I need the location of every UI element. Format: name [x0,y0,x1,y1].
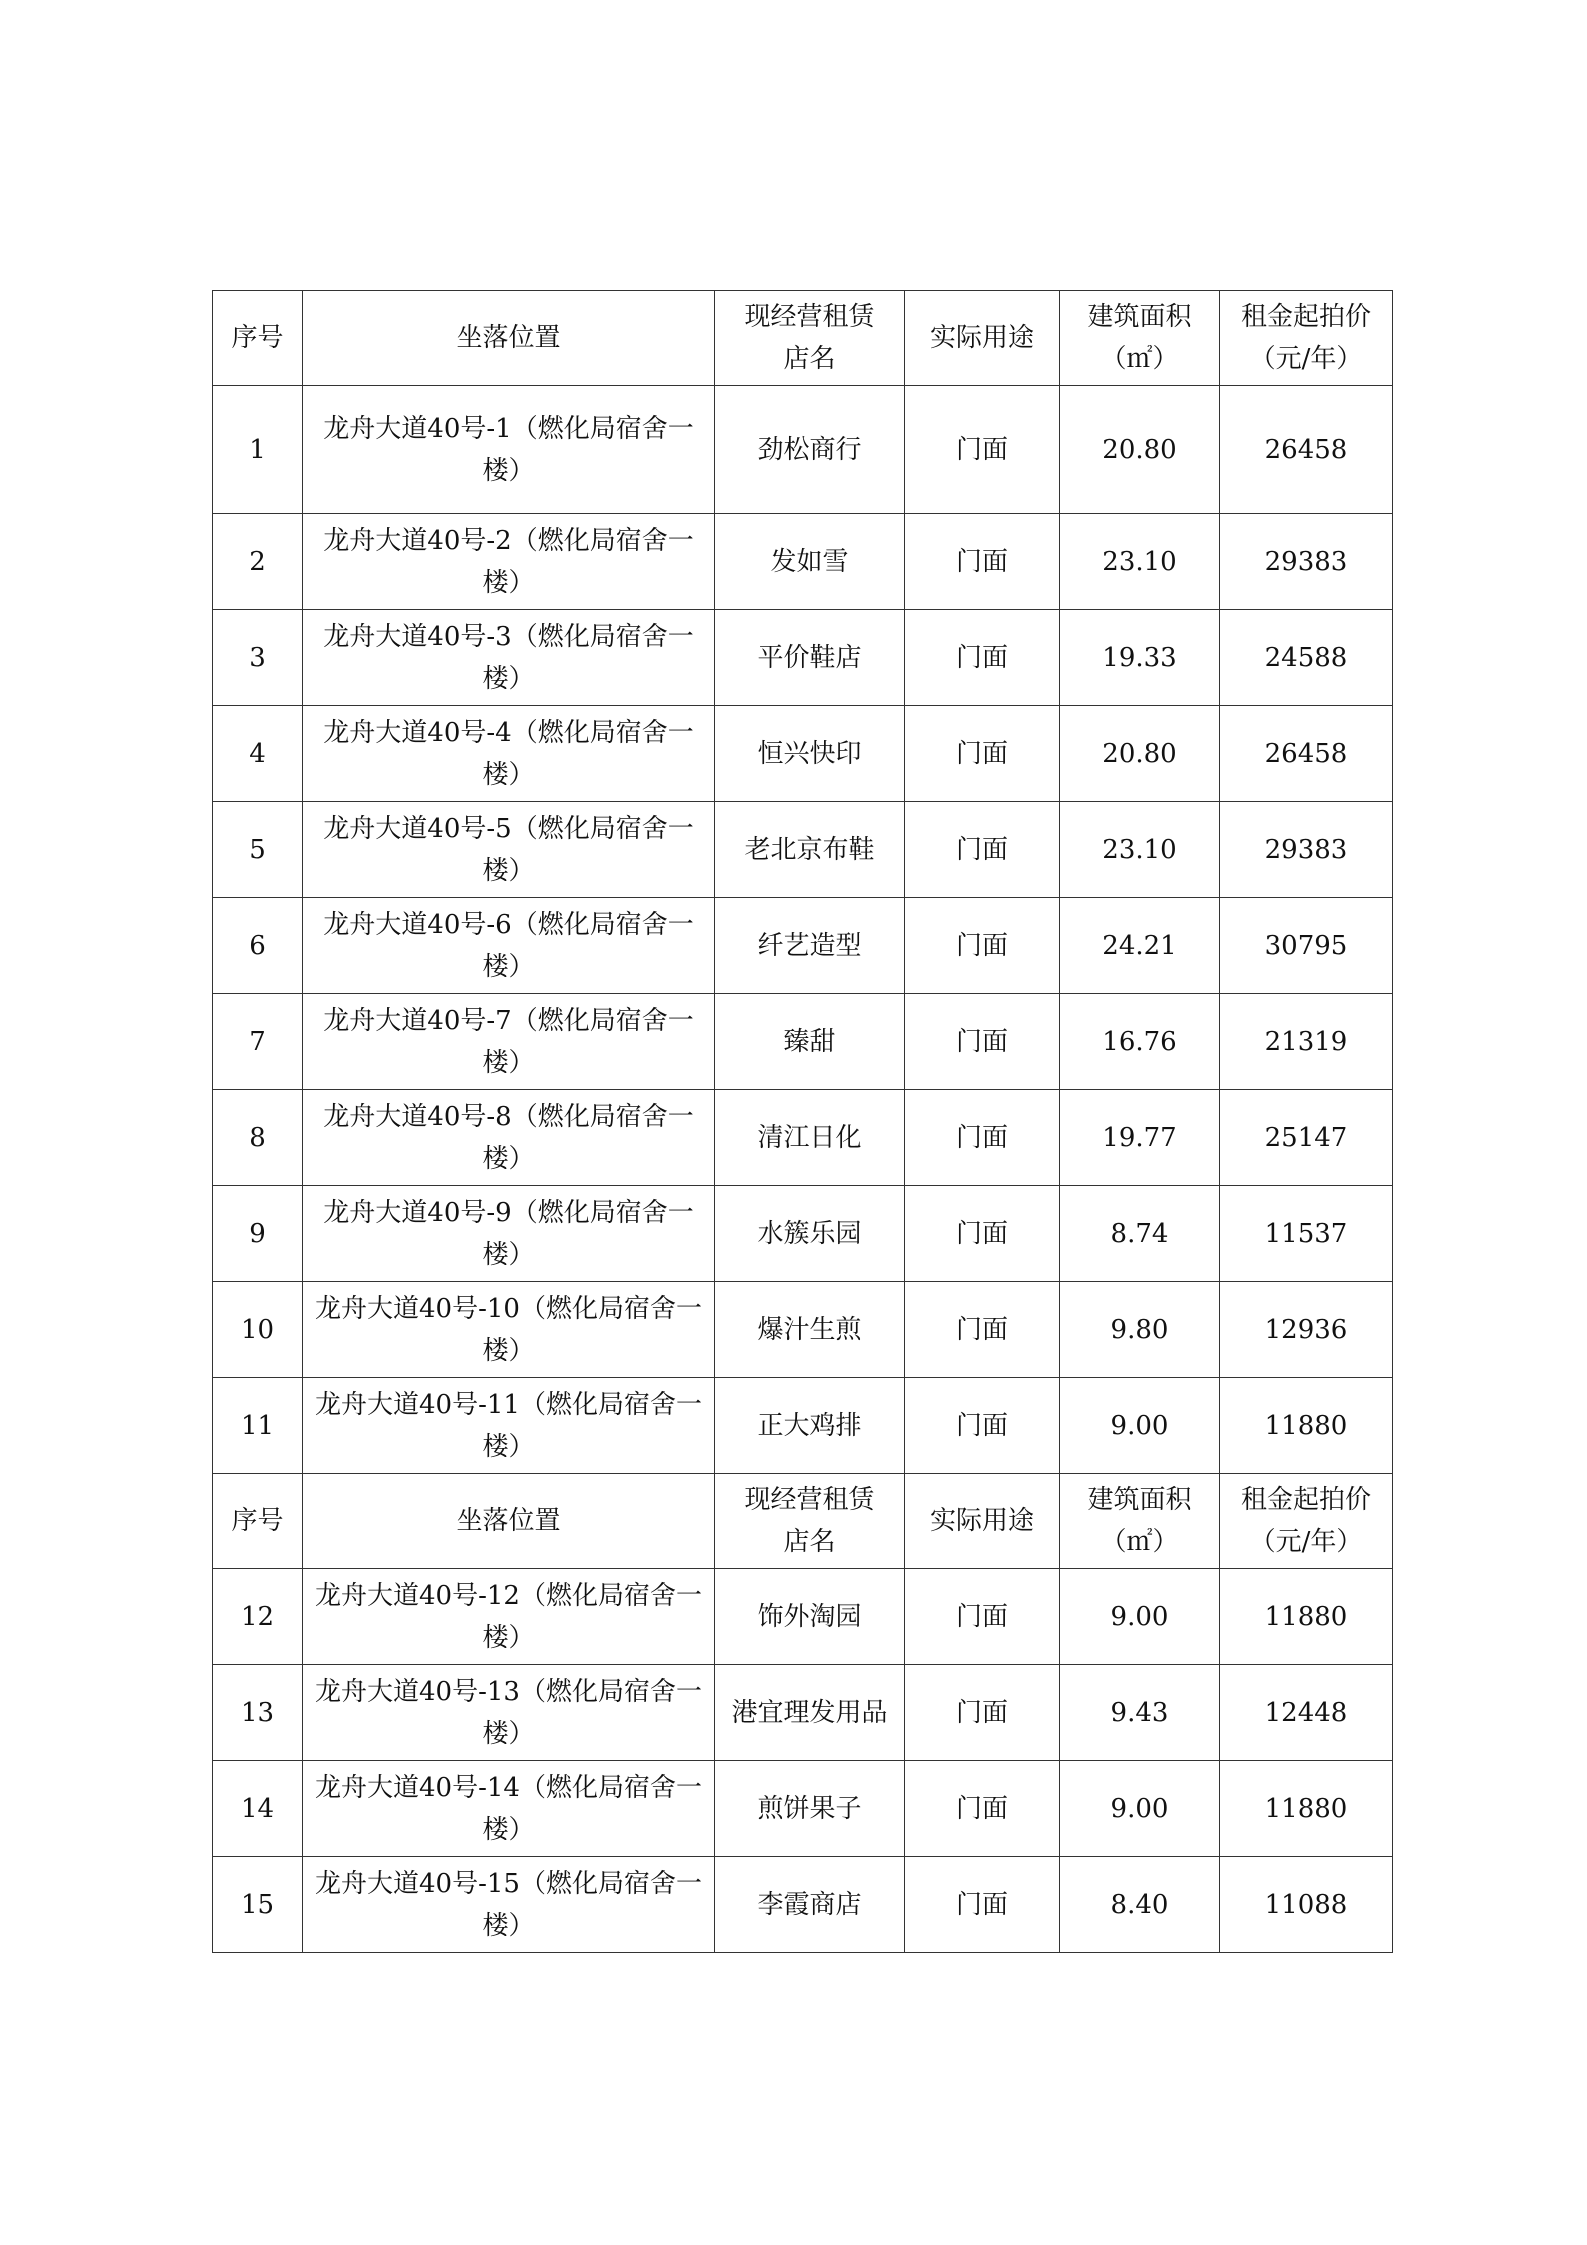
table-row [213,514,1393,610]
cell-location: 龙舟大道40号-14（燃化局宿舍一楼） [303,1761,715,1857]
header-seq: 序号 [213,291,303,386]
cell-rent: 26458 [1220,386,1393,514]
table-row [213,1665,1393,1761]
cell-area: 9.00 [1060,1378,1220,1474]
cell-shop: 正大鸡排 [715,1378,905,1474]
cell-usage: 门面 [905,1761,1060,1857]
cell-area: 8.40 [1060,1857,1220,1953]
cell-area: 20.80 [1060,386,1220,514]
header-shop-line1: 现经营租赁 [744,1485,875,1515]
cell-rent: 24588 [1220,610,1393,706]
cell-area: 19.33 [1060,610,1220,706]
header-rent [1220,291,1393,386]
table-row [213,386,1393,514]
cell-seq: 13 [213,1665,303,1761]
header-location: 坐落位置 [303,291,715,386]
header-area [1060,1474,1220,1569]
header-seq: 序号 [213,1474,303,1569]
cell-rent: 12448 [1220,1665,1393,1761]
cell-rent: 11880 [1220,1761,1393,1857]
cell-usage: 门面 [905,802,1060,898]
cell-area: 9.80 [1060,1282,1220,1378]
header-area-line2: （㎡） [1100,344,1179,374]
table-row [213,610,1393,706]
cell-shop: 劲松商行 [715,386,905,514]
cell-usage: 门面 [905,1282,1060,1378]
cell-shop: 纤艺造型 [715,898,905,994]
cell-rent: 29383 [1220,514,1393,610]
header-shop-line2: 店名 [783,344,836,374]
cell-location: 龙舟大道40号-4（燃化局宿舍一楼） [303,706,715,802]
rental-table [212,290,1393,1953]
header-shop [715,291,905,386]
cell-rent: 29383 [1220,802,1393,898]
cell-usage: 门面 [905,1857,1060,1953]
cell-rent: 25147 [1220,1090,1393,1186]
cell-shop: 平价鞋店 [715,610,905,706]
cell-shop: 饰外淘园 [715,1569,905,1665]
cell-seq: 1 [213,386,303,514]
cell-rent: 12936 [1220,1282,1393,1378]
cell-usage: 门面 [905,706,1060,802]
cell-shop: 清江日化 [715,1090,905,1186]
header-shop-line2: 店名 [783,1527,836,1557]
cell-usage: 门面 [905,386,1060,514]
cell-usage: 门面 [905,514,1060,610]
cell-usage: 门面 [905,1378,1060,1474]
header-area-line1: 建筑面积 [1087,1485,1192,1515]
cell-location: 龙舟大道40号-10（燃化局宿舍一楼） [303,1282,715,1378]
header-rent-line1: 租金起拍价 [1240,1485,1371,1515]
header-area [1060,291,1220,386]
cell-rent: 21319 [1220,994,1393,1090]
cell-seq: 10 [213,1282,303,1378]
table-row [213,898,1393,994]
cell-shop: 恒兴快印 [715,706,905,802]
cell-location: 龙舟大道40号-9（燃化局宿舍一楼） [303,1186,715,1282]
cell-seq: 7 [213,994,303,1090]
cell-location: 龙舟大道40号-8（燃化局宿舍一楼） [303,1090,715,1186]
cell-shop: 煎饼果子 [715,1761,905,1857]
cell-usage: 门面 [905,994,1060,1090]
table-row [213,1282,1393,1378]
cell-seq: 4 [213,706,303,802]
header-shop-line1: 现经营租赁 [744,302,875,332]
cell-usage: 门面 [905,1090,1060,1186]
table-row [213,994,1393,1090]
cell-area: 9.00 [1060,1569,1220,1665]
cell-usage: 门面 [905,898,1060,994]
table-row [213,1090,1393,1186]
cell-shop: 李霞商店 [715,1857,905,1953]
header-rent [1220,1474,1393,1569]
cell-location: 龙舟大道40号-11（燃化局宿舍一楼） [303,1378,715,1474]
cell-location: 龙舟大道40号-7（燃化局宿舍一楼） [303,994,715,1090]
cell-area: 8.74 [1060,1186,1220,1282]
cell-rent: 26458 [1220,706,1393,802]
cell-location: 龙舟大道40号-1（燃化局宿舍一楼） [303,386,715,514]
cell-seq: 2 [213,514,303,610]
table-row [213,802,1393,898]
table-header-row-repeat [213,1474,1393,1569]
cell-seq: 8 [213,1090,303,1186]
cell-area: 20.80 [1060,706,1220,802]
table-row [213,1378,1393,1474]
cell-rent: 11880 [1220,1569,1393,1665]
cell-shop: 臻甜 [715,994,905,1090]
cell-shop: 发如雪 [715,514,905,610]
cell-seq: 14 [213,1761,303,1857]
table-row [213,1761,1393,1857]
cell-area: 23.10 [1060,514,1220,610]
cell-shop: 水簇乐园 [715,1186,905,1282]
cell-location: 龙舟大道40号-5（燃化局宿舍一楼） [303,802,715,898]
header-usage: 实际用途 [905,291,1060,386]
cell-seq: 12 [213,1569,303,1665]
cell-rent: 30795 [1220,898,1393,994]
header-area-line1: 建筑面积 [1087,302,1192,332]
cell-seq: 11 [213,1378,303,1474]
cell-area: 24.21 [1060,898,1220,994]
cell-seq: 9 [213,1186,303,1282]
table-row [213,1569,1393,1665]
cell-seq: 15 [213,1857,303,1953]
header-rent-line2: （元/年） [1249,1527,1363,1557]
cell-usage: 门面 [905,1665,1060,1761]
table-header-row [213,291,1393,386]
cell-usage: 门面 [905,1186,1060,1282]
cell-area: 9.43 [1060,1665,1220,1761]
cell-location: 龙舟大道40号-3（燃化局宿舍一楼） [303,610,715,706]
header-location: 坐落位置 [303,1474,715,1569]
table-row [213,1857,1393,1953]
cell-location: 龙舟大道40号-2（燃化局宿舍一楼） [303,514,715,610]
cell-rent: 11088 [1220,1857,1393,1953]
cell-location: 龙舟大道40号-13（燃化局宿舍一楼） [303,1665,715,1761]
table-row [213,1186,1393,1282]
cell-usage: 门面 [905,610,1060,706]
header-rent-line1: 租金起拍价 [1240,302,1371,332]
table-row [213,706,1393,802]
cell-shop: 爆汁生煎 [715,1282,905,1378]
cell-shop: 老北京布鞋 [715,802,905,898]
header-rent-line2: （元/年） [1249,344,1363,374]
cell-location: 龙舟大道40号-6（燃化局宿舍一楼） [303,898,715,994]
cell-location: 龙舟大道40号-15（燃化局宿舍一楼） [303,1857,715,1953]
cell-area: 19.77 [1060,1090,1220,1186]
header-area-line2: （㎡） [1100,1527,1179,1557]
cell-area: 9.00 [1060,1761,1220,1857]
header-shop [715,1474,905,1569]
cell-usage: 门面 [905,1569,1060,1665]
cell-seq: 6 [213,898,303,994]
cell-area: 23.10 [1060,802,1220,898]
cell-seq: 3 [213,610,303,706]
header-usage: 实际用途 [905,1474,1060,1569]
cell-rent: 11880 [1220,1378,1393,1474]
cell-area: 16.76 [1060,994,1220,1090]
cell-shop: 港宜理发用品 [715,1665,905,1761]
cell-location: 龙舟大道40号-12（燃化局宿舍一楼） [303,1569,715,1665]
cell-seq: 5 [213,802,303,898]
cell-rent: 11537 [1220,1186,1393,1282]
